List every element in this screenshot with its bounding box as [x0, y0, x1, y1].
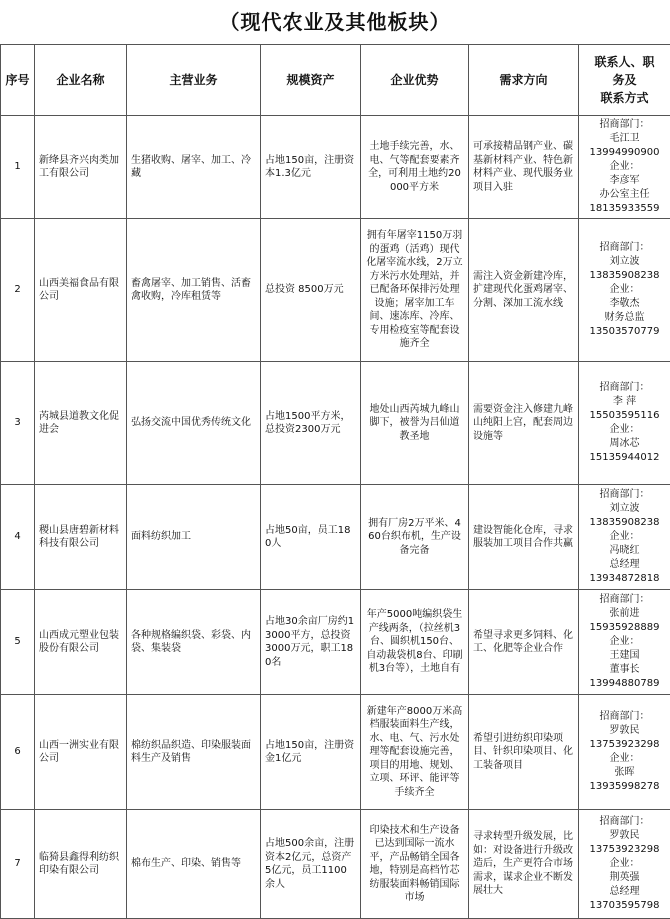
main-business: 生猪收购、屠宰、加工、冷藏	[127, 116, 261, 219]
table-row	[1, 485, 670, 590]
contact-line: 李彦军	[583, 174, 666, 188]
contact-info	[579, 116, 670, 219]
row-number: 6	[1, 695, 35, 810]
contact-line: 18135933559	[583, 202, 666, 216]
row-number: 3	[1, 362, 35, 485]
enterprise-advantage: 印染技术和生产设备已达到国际一流水平，产品畅销全国各地，特别是高档竹芯纺服装面料畅销国际市场	[361, 810, 469, 919]
contact-line: 招商部门：	[583, 488, 666, 502]
enterprise-advantage: 拥有年屠宰1150万羽的蛋鸡（活鸡）现代化屠宰流水线，2万立方米污水处理站，并已配备环保排污处理设施；屠宰加工车间、速冻库、冷库、专用检疫室等配套设施齐全	[361, 219, 469, 362]
contact-line: 财务总监	[583, 311, 666, 325]
row-number: 2	[1, 219, 35, 362]
enterprise-advantage: 新建年产8000万米高档服装面料生产线，水、电、气、污水处理等配套设施完善，项目的用地、规划、立项、环评、能评等手续齐全	[361, 695, 469, 810]
contact-line: 招商部门：	[583, 815, 666, 829]
company-name: 山西一洲实业有限公司	[35, 695, 127, 810]
contact-line: 13703595798	[583, 899, 666, 913]
contact-line: 企业：	[583, 752, 666, 766]
demand-direction: 需要资金注入修建九峰山纯阳上宫，配套周边设施等	[469, 362, 579, 485]
table-row	[1, 219, 670, 362]
contact-line: 13753923298	[583, 843, 666, 857]
header-contact-line3: 联系方式	[583, 89, 666, 107]
contact-line: 13835908238	[583, 269, 666, 283]
header-scale: 规模资产	[261, 45, 361, 116]
table-row	[1, 116, 670, 219]
contact-line: 15935928889	[583, 621, 666, 635]
header-no: 序号	[1, 45, 35, 116]
contact-line: 招商部门：	[583, 381, 666, 395]
enterprise-table	[0, 44, 670, 919]
demand-direction: 寻求转型升级发展，比如：对设备进行升级改造后，生产更符合市场需求，谋求企业不断发展壮大	[469, 810, 579, 919]
row-number: 4	[1, 485, 35, 590]
contact-line: 罗敦民	[583, 724, 666, 738]
contact-line: 企业：	[583, 530, 666, 544]
enterprise-advantage: 地处山西芮城九峰山脚下，被誉为吕仙道教圣地	[361, 362, 469, 485]
scale-assets: 占地150亩，注册资金1亿元	[261, 695, 361, 810]
contact-line: 总经理	[583, 558, 666, 572]
contact-info	[579, 695, 670, 810]
table-row	[1, 362, 670, 485]
main-business: 棉布生产、印染、销售等	[127, 810, 261, 919]
scale-assets: 占地30余亩厂房约13000平方，总投资3000万元，职工180名	[261, 590, 361, 695]
contact-line: 周冰芯	[583, 437, 666, 451]
header-contact-line2: 务及	[583, 71, 666, 89]
header-contact	[579, 45, 670, 116]
contact-line: 冯晓红	[583, 544, 666, 558]
contact-line: 13835908238	[583, 516, 666, 530]
contact-line: 董事长	[583, 663, 666, 677]
contact-line: 13934872818	[583, 572, 666, 586]
main-business: 棉纺织品织造、印染服装面料生产及销售	[127, 695, 261, 810]
contact-line: 招商部门：	[583, 241, 666, 255]
contact-line: 13994880789	[583, 677, 666, 691]
header-business: 主营业务	[127, 45, 261, 116]
contact-line: 毛江卫	[583, 132, 666, 146]
table-header-row	[1, 45, 670, 116]
contact-line: 张前进	[583, 607, 666, 621]
contact-line: 招商部门：	[583, 593, 666, 607]
contact-line: 招商部门：	[583, 118, 666, 132]
row-number: 1	[1, 116, 35, 219]
company-name: 新绛县齐兴肉类加工有限公司	[35, 116, 127, 219]
header-contact-line1: 联系人、职	[583, 53, 666, 71]
scale-assets: 占地150亩，注册资本1.3亿元	[261, 116, 361, 219]
contact-line: 刘立波	[583, 502, 666, 516]
contact-line: 15135944012	[583, 451, 666, 465]
header-demand: 需求方向	[469, 45, 579, 116]
table-row	[1, 695, 670, 810]
header-advantage: 企业优势	[361, 45, 469, 116]
contact-info	[579, 219, 670, 362]
enterprise-advantage: 拥有厂房2万平米、460台织布机，生产设备完备	[361, 485, 469, 590]
contact-line: 13935998278	[583, 780, 666, 794]
scale-assets: 占地1500平方米，总投资2300万元	[261, 362, 361, 485]
company-name: 临猗县鑫得利纺织印染有限公司	[35, 810, 127, 919]
contact-line: 办公室主任	[583, 188, 666, 202]
main-business: 各种规格编织袋、彩袋、内袋、集装袋	[127, 590, 261, 695]
contact-info	[579, 810, 670, 919]
row-number: 5	[1, 590, 35, 695]
page-title: （现代农业及其他板块）	[0, 0, 670, 44]
contact-line: 企业：	[583, 160, 666, 174]
main-business: 畜禽屠宰、加工销售、活畜禽收购，冷库租赁等	[127, 219, 261, 362]
company-name: 稷山县唐碧新材料科技有限公司	[35, 485, 127, 590]
demand-direction: 可承接精品钢产业、碳基新材料产业、特色新材料产业、现代服务业项目入驻	[469, 116, 579, 219]
scale-assets: 占地500余亩，注册资本2亿元，总资产5亿元，员工1100余人	[261, 810, 361, 919]
scale-assets: 占地50亩，员工180人	[261, 485, 361, 590]
contact-line: 13503570779	[583, 325, 666, 339]
company-name: 山西美福食品有限公司	[35, 219, 127, 362]
contact-line: 罗敦民	[583, 829, 666, 843]
main-business: 弘扬交流中国优秀传统文化	[127, 362, 261, 485]
contact-line: 李 萍	[583, 395, 666, 409]
contact-info	[579, 590, 670, 695]
contact-line: 总经理	[583, 885, 666, 899]
demand-direction: 希望引进纺织印染项目、针织印染项目、化工装备项目	[469, 695, 579, 810]
demand-direction: 建设智能化仓库，寻求服装加工项目合作共赢	[469, 485, 579, 590]
contact-line: 企业：	[583, 635, 666, 649]
company-name: 山西成元塑业包装股份有限公司	[35, 590, 127, 695]
contact-line: 13994990900	[583, 146, 666, 160]
contact-info	[579, 362, 670, 485]
header-name: 企业名称	[35, 45, 127, 116]
company-name: 芮城县道教文化促进会	[35, 362, 127, 485]
enterprise-advantage: 年产5000吨编织袋生产线两条，（拉丝机3台、圆织机150台、自动裁袋机8台、印刷机3台等），土地自有	[361, 590, 469, 695]
enterprise-advantage: 土地手续完善，水、电、气等配套要素齐全，可利用土地约20000平方米	[361, 116, 469, 219]
demand-direction: 需注入资金新建冷库，扩建现代化蛋鸡屠宰、分割、深加工流水线	[469, 219, 579, 362]
row-number: 7	[1, 810, 35, 919]
contact-line: 企业：	[583, 283, 666, 297]
table-row	[1, 590, 670, 695]
contact-line: 张晖	[583, 766, 666, 780]
contact-line: 李敬杰	[583, 297, 666, 311]
demand-direction: 希望寻求更多饲料、化工、化肥等企业合作	[469, 590, 579, 695]
contact-line: 王建国	[583, 649, 666, 663]
contact-line: 招商部门：	[583, 710, 666, 724]
contact-line: 13753923298	[583, 738, 666, 752]
contact-line: 荆英强	[583, 871, 666, 885]
contact-line: 15503595116	[583, 409, 666, 423]
contact-line: 企业：	[583, 857, 666, 871]
contact-line: 刘立波	[583, 255, 666, 269]
main-business: 面料纺织加工	[127, 485, 261, 590]
table-row	[1, 810, 670, 919]
contact-info	[579, 485, 670, 590]
scale-assets: 总投资 8500万元	[261, 219, 361, 362]
contact-line: 企业：	[583, 423, 666, 437]
